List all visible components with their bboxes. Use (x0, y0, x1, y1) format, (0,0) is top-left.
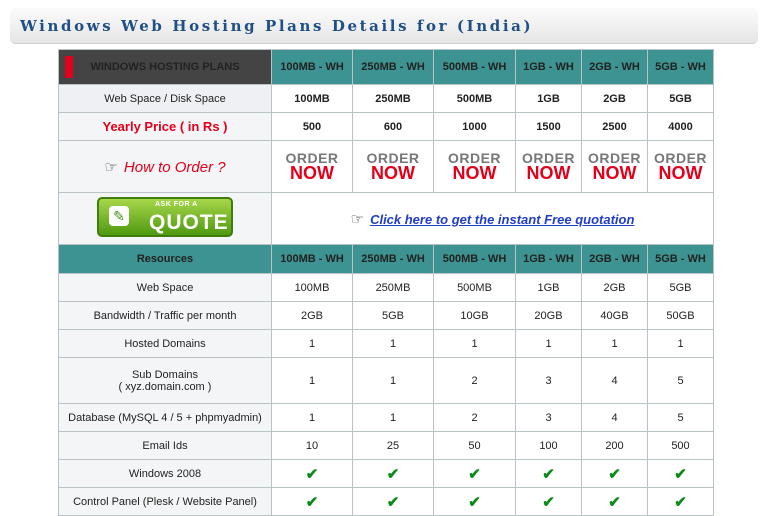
plans-table (58, 49, 714, 516)
order-now-top: ORDER (653, 150, 708, 166)
table-row (59, 330, 714, 358)
cell-value: 4 (582, 404, 648, 432)
cell-value: 5 (648, 358, 714, 404)
cell-value: 1 (272, 404, 353, 432)
table-row (59, 432, 714, 460)
check-icon: ✔ (608, 465, 621, 483)
check-cell (648, 488, 714, 516)
ask-for-quote-button[interactable] (97, 197, 233, 237)
ask-for-label: ASK FOR A (155, 201, 198, 208)
resources-header-row (59, 245, 714, 274)
cell-value: 2GB (272, 302, 353, 330)
order-now-button[interactable] (448, 151, 501, 182)
order-now-bottom: NOW (371, 163, 415, 183)
table-row (59, 274, 714, 302)
cell-value: 5 (648, 404, 714, 432)
plans-header-label-cell (59, 50, 272, 85)
check-icon: ✔ (305, 493, 319, 511)
check-cell (582, 460, 648, 488)
check-icon: ✔ (674, 493, 687, 511)
order-now-bottom: NOW (526, 163, 571, 183)
check-icon: ✔ (542, 465, 555, 483)
cell-value: 3 (516, 404, 582, 432)
order-now-top: ORDER (521, 150, 576, 166)
check-icon: ✔ (468, 465, 481, 483)
cell-value: 20GB (516, 302, 582, 330)
order-now-bottom: NOW (592, 163, 637, 183)
price-value: 1000 (434, 113, 516, 141)
order-now-button[interactable] (285, 151, 338, 182)
order-now-top: ORDER (285, 150, 339, 166)
cell-value: 2GB (582, 274, 648, 302)
cell-value: 1 (353, 330, 434, 358)
row-label (59, 358, 272, 404)
check-cell (582, 488, 648, 516)
page-title: Windows Web Hosting Plans Details for (India) (20, 17, 534, 35)
price-value: 1500 (516, 113, 582, 141)
quote-row (59, 193, 714, 245)
free-quotation-link[interactable]: Click here to get the instant Free quotation (370, 211, 635, 227)
quote-cell (59, 193, 272, 245)
cell-value: 1 (353, 358, 434, 404)
cell-value: 1 (648, 330, 714, 358)
cell-value: 250MB (353, 274, 434, 302)
cell-value: 1 (272, 330, 353, 358)
check-icon: ✔ (386, 493, 400, 511)
resources-label: Resources (59, 245, 272, 274)
price-value: 2500 (582, 113, 648, 141)
check-cell (353, 460, 434, 488)
price-value: 500 (272, 113, 353, 141)
table-row (59, 302, 714, 330)
cell-value: 1 (434, 330, 516, 358)
check-cell (648, 460, 714, 488)
row-label: Hosted Domains (59, 330, 272, 358)
row-label: Web Space (59, 274, 272, 302)
check-icon: ✔ (674, 465, 687, 483)
order-row (59, 141, 714, 193)
cell-value: 1 (272, 358, 353, 404)
check-icon: ✔ (386, 465, 400, 483)
order-now-button[interactable] (522, 151, 575, 182)
cell-value: 5GB (353, 302, 434, 330)
plan-header: 250MB - WH (353, 50, 434, 85)
disk-space-value: 500MB (434, 85, 516, 113)
plan-header: 2GB - WH (582, 245, 648, 274)
order-now-button[interactable] (366, 151, 419, 182)
title-bar (10, 8, 758, 44)
check-cell (516, 488, 582, 516)
cell-value: 50GB (648, 302, 714, 330)
table-row (59, 488, 714, 516)
plans-header-label: WINDOWS HOSTING PLANS (90, 61, 240, 73)
disk-space-value: 100MB (272, 85, 353, 113)
order-now-top: ORDER (587, 150, 642, 166)
row-label: Bandwidth / Traffic per month (59, 302, 272, 330)
cell-value: 25 (353, 432, 434, 460)
cell-value: 1 (353, 404, 434, 432)
cell-value: 2 (434, 404, 516, 432)
table-row (59, 358, 714, 404)
table-row (59, 404, 714, 432)
order-now-bottom: NOW (452, 163, 497, 183)
check-cell (272, 488, 353, 516)
check-cell (353, 488, 434, 516)
check-cell (272, 460, 353, 488)
yearly-price-row (59, 113, 714, 141)
cell-value: 5GB (648, 274, 714, 302)
how-to-order-cell (59, 141, 272, 193)
pointing-hand-icon: ☞ (104, 158, 118, 176)
cell-value: 500MB (434, 274, 516, 302)
cell-value: 4 (582, 358, 648, 404)
cell-value: 40GB (582, 302, 648, 330)
order-now-bottom: NOW (658, 163, 703, 183)
order-now-bottom: NOW (290, 163, 334, 183)
cell-value: 10GB (434, 302, 516, 330)
yearly-price-label: Yearly Price ( in Rs ) (59, 113, 272, 141)
price-value: 600 (353, 113, 434, 141)
order-now-top: ORDER (366, 150, 420, 166)
disk-space-value: 2GB (582, 85, 648, 113)
check-icon: ✔ (542, 493, 555, 511)
check-cell (434, 460, 516, 488)
row-label: Email Ids (59, 432, 272, 460)
quote-link-cell (272, 193, 714, 245)
disk-space-row (59, 85, 714, 113)
plan-header: 1GB - WH (516, 245, 582, 274)
pencil-icon: ✎ (109, 206, 129, 226)
plan-header: 2GB - WH (582, 50, 648, 85)
plan-header: 1GB - WH (516, 50, 582, 85)
cell-value: 2 (434, 358, 516, 404)
table-row (59, 460, 714, 488)
row-label: Control Panel (Plesk / Website Panel) (59, 488, 272, 516)
order-now-button[interactable] (588, 151, 641, 182)
order-now-button[interactable] (654, 151, 707, 182)
disk-space-label: Web Space / Disk Space (59, 85, 272, 113)
cell-value: 100 (516, 432, 582, 460)
row-label-line1: Sub Domains (131, 368, 199, 381)
check-icon: ✔ (305, 465, 319, 483)
check-cell (434, 488, 516, 516)
plan-header: 500MB - WH (434, 50, 516, 85)
plans-header-row (59, 50, 714, 85)
plan-header: 100MB - WH (272, 245, 353, 274)
check-icon: ✔ (608, 493, 621, 511)
plan-header: 5GB - WH (648, 50, 714, 85)
check-icon: ✔ (468, 493, 481, 511)
row-label-line2: ( xyz.domain.com ) (118, 380, 212, 393)
order-now-top: ORDER (447, 150, 502, 166)
cell-value: 500 (648, 432, 714, 460)
cell-value: 1 (516, 330, 582, 358)
quote-label: QUOTE (149, 211, 229, 234)
cell-value: 50 (434, 432, 516, 460)
disk-space-value: 1GB (516, 85, 582, 113)
plan-header: 250MB - WH (353, 245, 434, 274)
cell-value: 1 (582, 330, 648, 358)
check-cell (516, 460, 582, 488)
plan-header: 500MB - WH (434, 245, 516, 274)
pointing-hand-icon: ☞ (350, 210, 364, 228)
price-value: 4000 (648, 113, 714, 141)
row-label: Database (MySQL 4 / 5 + phpmyadmin) (59, 404, 272, 432)
plan-header: 5GB - WH (648, 245, 714, 274)
disk-space-value: 250MB (353, 85, 434, 113)
red-marker (65, 56, 73, 78)
row-label: Windows 2008 (59, 460, 272, 488)
cell-value: 100MB (272, 274, 353, 302)
cell-value: 3 (516, 358, 582, 404)
disk-space-value: 5GB (648, 85, 714, 113)
how-to-order-label: How to Order ? (123, 158, 226, 176)
plan-header: 100MB - WH (272, 50, 353, 85)
cell-value: 1GB (516, 274, 582, 302)
cell-value: 200 (582, 432, 648, 460)
cell-value: 10 (272, 432, 353, 460)
